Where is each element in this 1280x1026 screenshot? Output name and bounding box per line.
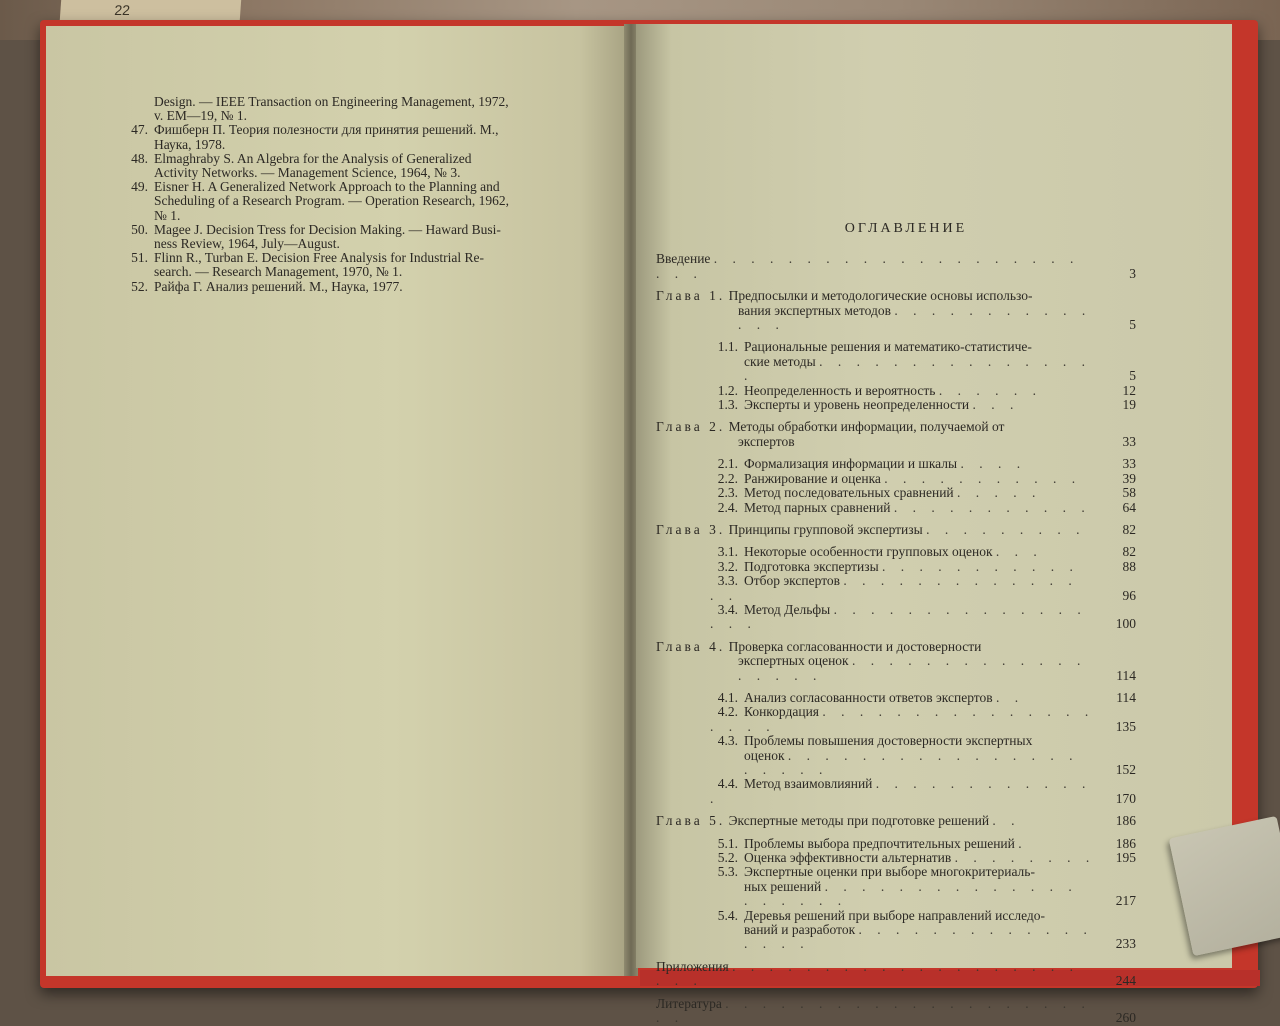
reference-line: Eisner H. A Generalized Network Approach to the Planning and <box>154 179 500 195</box>
reference-item <box>96 95 596 123</box>
toc-section: 2.4. Метод парных сравнений . . . . . . . . . . . 64 <box>717 499 1136 515</box>
toc-label: Введение <box>656 251 711 267</box>
toc-section: 4.4. Метод взаимовлияний . . . . . . . . . . . . . 170 <box>710 776 1136 806</box>
toc-section: 3.3. Отбор экспертов . . . . . . . . . . . . . . . 96 <box>710 573 1136 603</box>
reference-line: Elmaghraby S. An Algebra for the Analysis of Generalized <box>154 150 472 166</box>
reference-number: 47. <box>131 122 148 138</box>
toc-section: 3.2. Подготовка экспертизы . . . . . . . . . . . 88 <box>717 558 1136 574</box>
toc-chapter-5: Глава 5. Экспертные методы при подготовке решений . . 186 <box>656 813 1136 829</box>
toc-section: 1.2. Неопределенность и вероятность . . . . . . 12 <box>717 382 1136 398</box>
toc-chapter-1: Глава 1. Предпосылки и методологические основы использо- вания экспертных методов . . . . . . . . . . . . . . 5 <box>656 288 1136 333</box>
toc-chapter-4: Глава 4. Проверка согласованности и достоверности экспертных оценок . . . . . . . . . . . . . . . . . . 114 <box>656 638 1136 683</box>
reference-line: Flinn R., Turban E. Decision Free Analysis for Industrial Re- <box>154 250 484 266</box>
reference-line: Activity Networks. — Management Science, 1964, № 3. <box>154 165 461 181</box>
toc-section: 4.3. Проблемы повышения достоверности экспертных оценок . . . . . . . . . . . . . . . . . . . . . 152 <box>717 733 1136 777</box>
reference-line: Scheduling of a Research Program. — Operation Research, 1962, <box>154 193 510 209</box>
reference-line: ness Review, 1964, July—August. <box>154 236 340 252</box>
reference-number: 52. <box>131 278 148 294</box>
reference-line: Фишберн П. Теория полезности для принятия решений. М., <box>154 122 499 138</box>
toc-chapter-3: Глава 3. Принципы групповой экспертизы . . . . . . . . . 82 <box>656 521 1136 537</box>
toc-section: 5.4. Деревья решений при выборе направлений исследо- ваний и разработок . . . . . . . . . . . . . . . . . 233 <box>717 907 1136 952</box>
toc-section: 5.1. Проблемы выбора предпочтительных решений . 186 <box>717 835 1136 851</box>
toc-appendix: Приложения . . . . . . . . . . . . . . . . . . . . . . 244 <box>656 958 1136 989</box>
reference-line: search. — Research Management, 1970, № 1. <box>154 264 403 280</box>
chapter-title: Предпосылки и методологические основы использо- <box>728 288 1033 304</box>
reference-item <box>96 152 596 180</box>
toc-section: 4.1. Анализ согласованности ответов экспертов . . 114 <box>717 689 1136 705</box>
toc-section: 1.1. Рациональные решения и математико-статистиче- ские методы . . . . . . . . . . . . . . . . 5 <box>717 339 1136 384</box>
reference-number: 50. <box>131 221 148 237</box>
toc-section: 3.4. Метод Дельфы . . . . . . . . . . . . . . . . . 100 <box>710 601 1136 632</box>
toc-section: 4.2. Конкордация . . . . . . . . . . . . . . . . . . . 135 <box>710 704 1136 734</box>
reference-item <box>96 280 596 294</box>
toc-section: 5.2. Оценка эффективности альтернатив . . . . . . . . 195 <box>717 850 1136 866</box>
toc-section: 5.3. Экспертные оценки при выборе многокритериаль- ных решений . . . . . . . . . . . . . . . . . . . . 217 <box>717 864 1136 909</box>
toc-page: 3 <box>1129 265 1136 281</box>
toc-section: 3.1. Некоторые особенности групповых оценок . . . 82 <box>717 544 1136 560</box>
toc-section: 2.1. Формализация информации и шкалы . . . . 33 <box>717 456 1136 472</box>
chapter-prefix: Глава 1. <box>656 288 726 304</box>
toc-page: 5 <box>1129 317 1136 333</box>
reference-item <box>96 223 596 251</box>
toc-section: 2.2. Ранжирование и оценка . . . . . . . . . . . 39 <box>717 470 1136 486</box>
reference-number: 49. <box>131 179 148 195</box>
reference-line: Magee J. Decision Tress for Decision Making. — Haward Busi- <box>154 221 501 237</box>
reference-item <box>96 180 596 223</box>
reference-line: Design. — IEEE Transaction on Engineering Management, 1972, <box>154 94 509 109</box>
reference-line: Наука, 1978. <box>154 136 226 152</box>
toc-intro: Введение . . . . . . . . . . . . . . . . . . . . . . . 3 <box>656 251 1136 281</box>
references-list <box>96 95 596 294</box>
reference-number: 48. <box>131 150 148 166</box>
table-of-contents <box>656 222 1136 1026</box>
toc-section: 2.3. Метод последовательных сравнений . . . . . 58 <box>717 485 1136 501</box>
toc-section: 1.3. Эксперты и уровень неопределенности . . . 19 <box>717 397 1136 413</box>
ruler-mark: 22 <box>113 2 131 18</box>
chapter-title: вания экспертных методов <box>738 302 891 318</box>
reference-number: 51. <box>131 250 148 266</box>
reference-line: Райфа Г. Анализ решений. М., Наука, 1977. <box>154 278 403 294</box>
toc-chapter-2: Глава 2. Методы обработки информации, получаемой от экспертов 33 <box>656 419 1136 449</box>
reference-line: v. EM—19, № 1. <box>154 108 248 124</box>
toc-literature: Литература . . . . . . . . . . . . . . . . . . . . . . 260 <box>656 995 1136 1026</box>
reference-item <box>96 123 596 151</box>
toc-heading: ОГЛАВЛЕНИЕ <box>844 221 968 236</box>
reference-item <box>96 251 596 279</box>
reference-line: № 1. <box>154 207 181 223</box>
